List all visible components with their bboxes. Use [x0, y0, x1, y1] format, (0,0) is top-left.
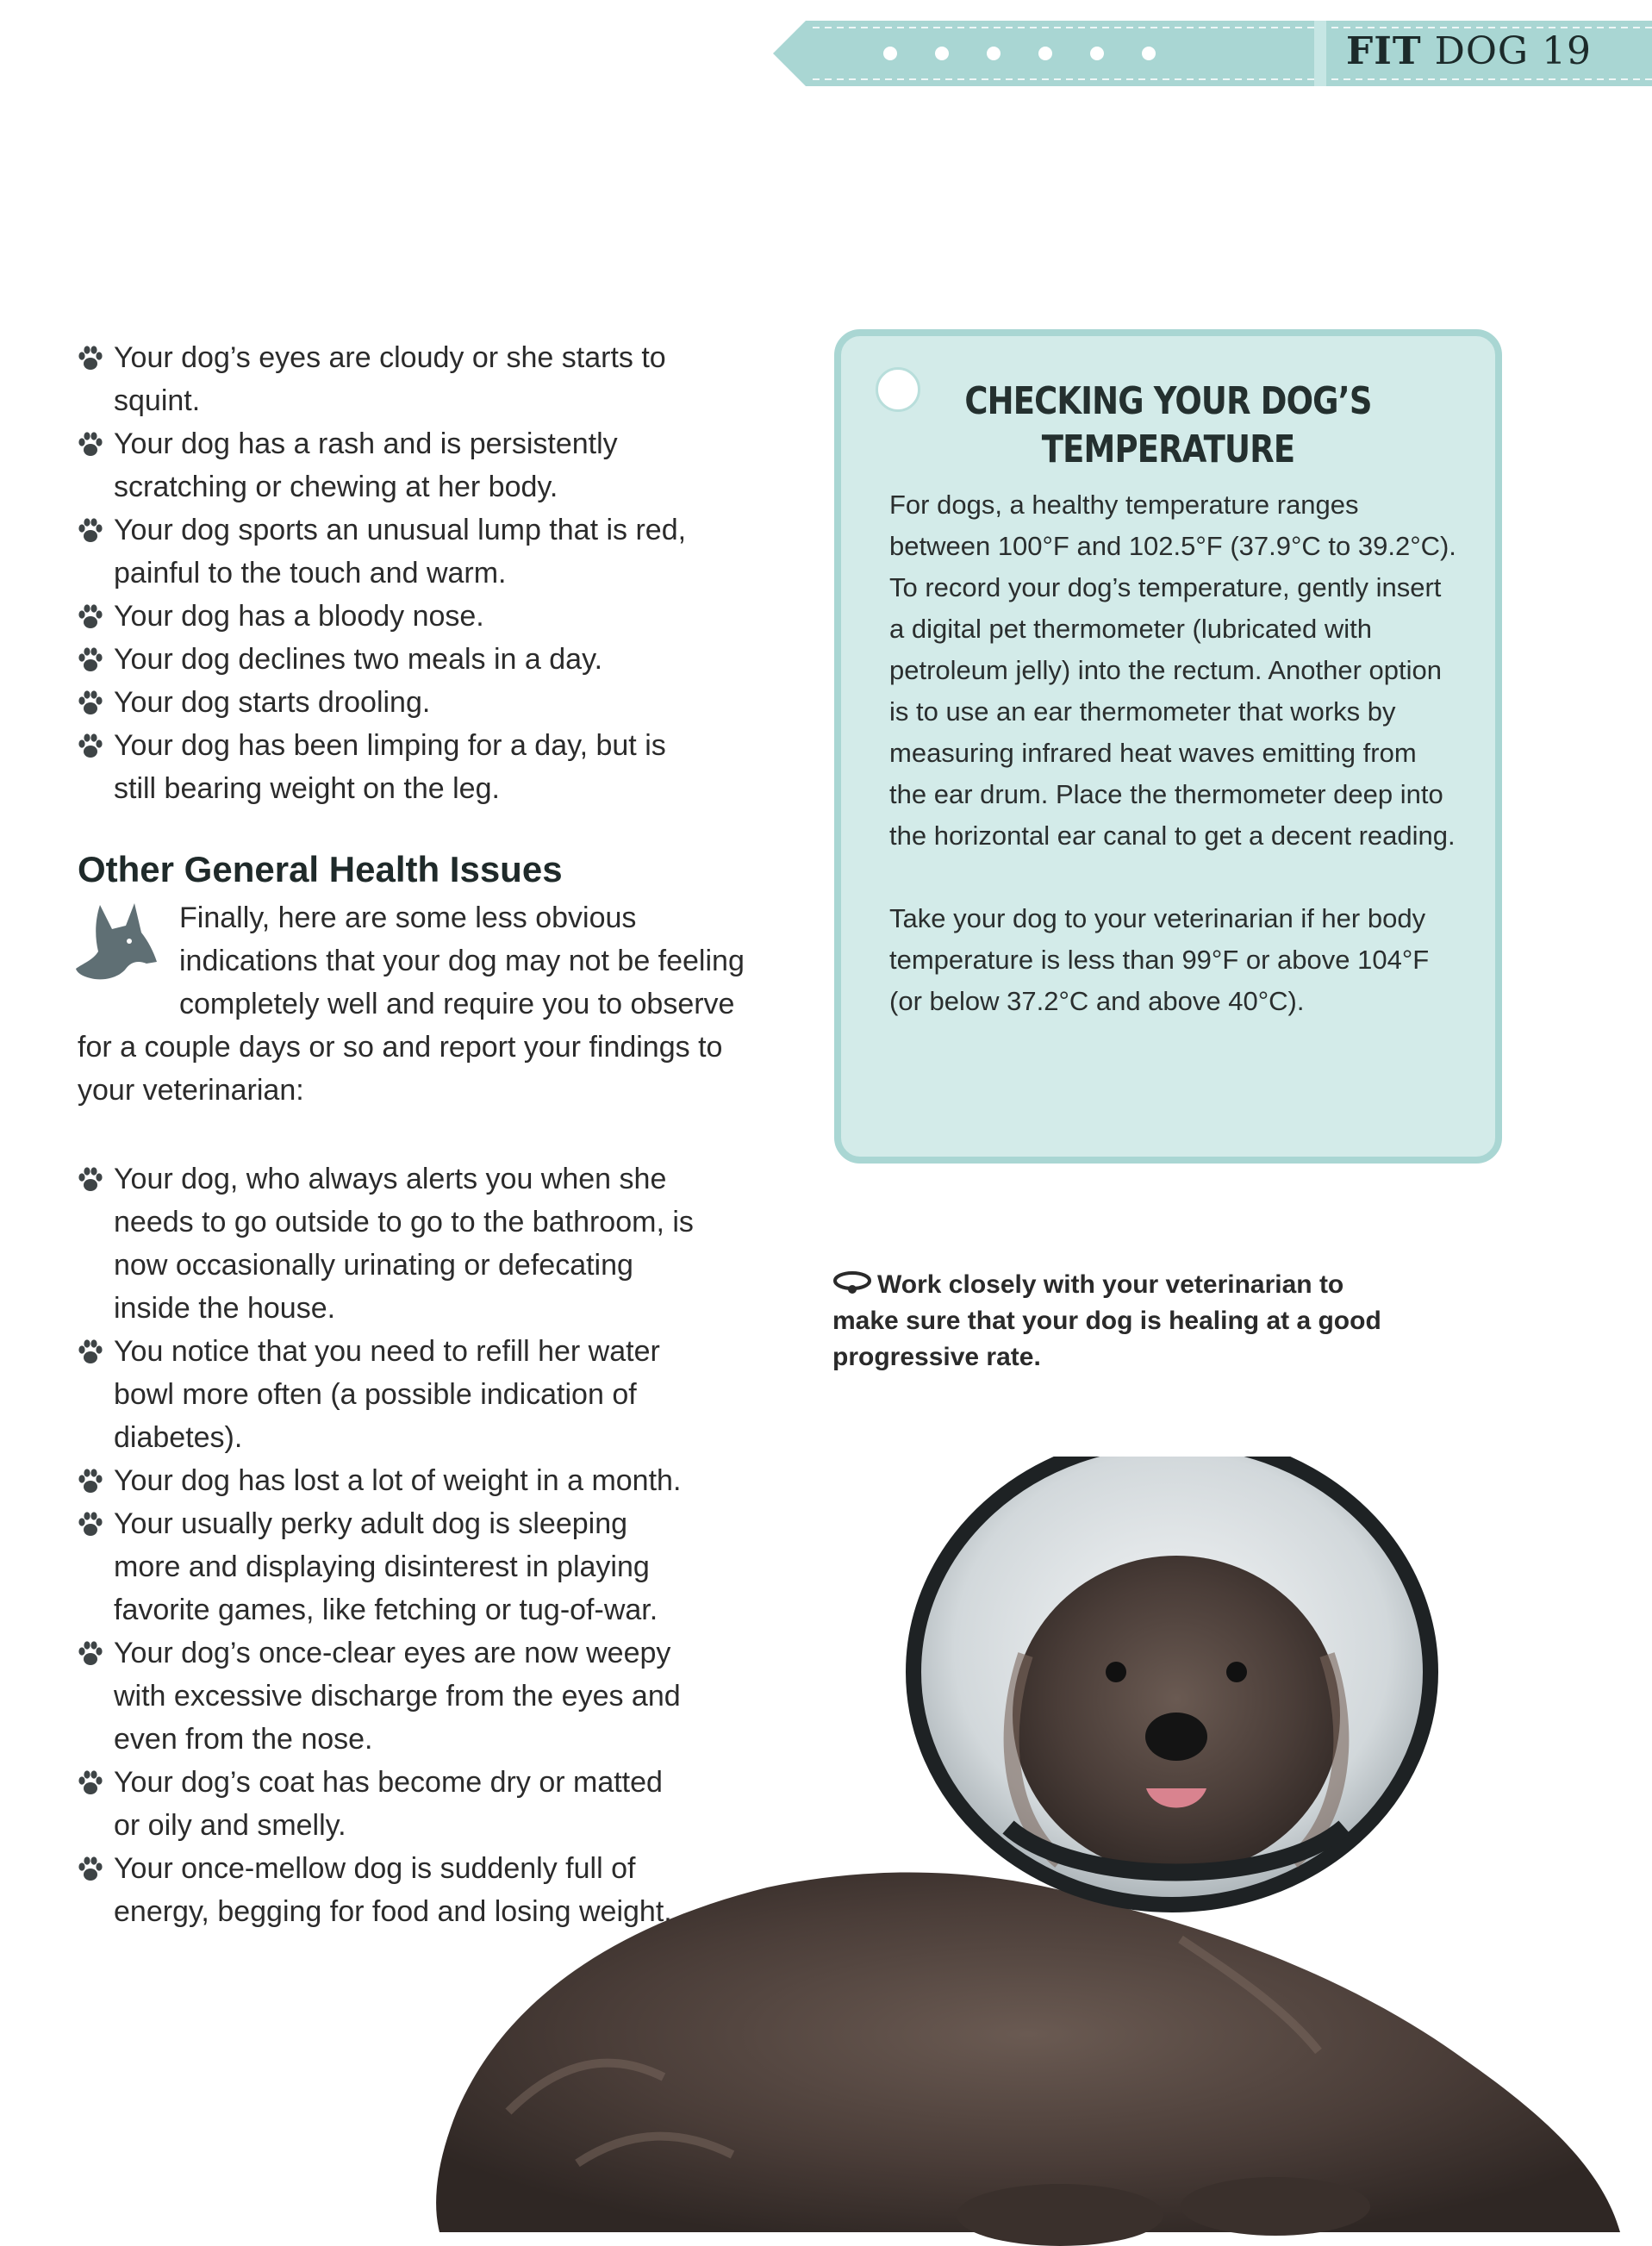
paw-print-icon: [76, 1769, 105, 1798]
list-item-text: Your dog starts drooling.: [114, 686, 431, 719]
running-head-fit: FIT: [1346, 29, 1422, 73]
dog-collar-icon: [832, 1270, 872, 1295]
sidebar-title-line-2: TEMPERATURE: [1041, 427, 1295, 471]
list-item-text: Your dog has lost a lot of weight in a month.: [114, 1464, 682, 1497]
sidebar-body: [889, 484, 1461, 1022]
list-item-text: Your dog, who always alerts you when she needs to go outside to go to the bathroom, is now occasionally urinating or defecating inside the house.: [114, 1163, 694, 1325]
list-item: [76, 1157, 696, 1330]
page-number: 19: [1542, 29, 1593, 73]
photo-caption-text: Work closely with your veterinarian to make sure that your dog is healing at a good progressive rate.: [832, 1270, 1381, 1371]
sidebar-title-line-1: CHECKING YOUR DOG’S: [964, 379, 1372, 423]
list-item-text: Your dog sports an unusual lump that is red, painful to the touch and warm.: [114, 514, 687, 590]
list-item: [76, 681, 696, 724]
running-head: [1346, 29, 1592, 73]
paw-print-icon: [76, 1338, 105, 1367]
list-item: [76, 638, 696, 681]
list-item-text: Your dog’s eyes are cloudy or she starts to squint.: [114, 341, 666, 417]
list-item-text: Your dog declines two meals in a day.: [114, 643, 603, 676]
list-item: [76, 595, 696, 638]
sidebar-paragraph: Take your dog to your veterinarian if her body temperature is less than 99°F or above 104°F (or below 37.2°C and above 40°C).: [889, 903, 1430, 1016]
list-item-text: Your once-mellow dog is suddenly full of energy, begging for food and losing weight.: [114, 1852, 672, 1928]
dog-with-cone-photo: [405, 1457, 1652, 2246]
list-item-text: Your dog’s once-clear eyes are now weepy with excessive discharge from the eyes and even from the nose.: [114, 1637, 681, 1756]
list-item-text: Your dog has been limping for a day, but is still bearing weight on the leg.: [114, 729, 666, 805]
paw-print-icon: [76, 732, 105, 761]
photo-caption: [832, 1267, 1384, 1376]
paw-print-icon: [76, 1165, 105, 1195]
paw-print-icon: [76, 1639, 105, 1669]
paw-print-icon: [76, 1510, 105, 1539]
section-intro: [78, 896, 758, 1112]
list-item: [76, 422, 696, 508]
section-heading: Other General Health Issues: [78, 849, 563, 889]
list-item: [76, 1330, 696, 1459]
dog-head-icon: [74, 900, 167, 986]
paw-print-icon: [76, 602, 105, 632]
sidebar-title: [908, 377, 1429, 474]
paw-print-icon: [76, 430, 105, 459]
paw-print-icon: [76, 646, 105, 675]
list-item-text: Your dog has a bloody nose.: [114, 600, 484, 633]
symptom-list-urgent: [76, 336, 696, 810]
section-intro-text: Finally, here are some less obvious indications that your dog may not be feeling completely well and require you to observe for a couple days or so and report your findings to your veterinarian:: [78, 902, 745, 1107]
paw-print-icon: [76, 1855, 105, 1884]
running-head-dog: DOG: [1434, 29, 1530, 73]
temperature-sidebar: [834, 329, 1502, 1164]
list-item-text: You notice that you need to refill her water bowl more often (a possible indication of diabetes).: [114, 1335, 660, 1454]
paw-print-icon: [76, 344, 105, 373]
list-item: [76, 508, 696, 595]
list-item-text: Your usually perky adult dog is sleeping more and displaying disinterest in playing favorite games, like fetching or tug-of-war.: [114, 1507, 658, 1626]
list-item: [76, 336, 696, 422]
sidebar-paragraph: For dogs, a healthy temperature ranges between 100°F and 102.5°F (37.9°C to 39.2°C). To record your dog’s temperature, gently insert a digital pet thermometer (lubricated with petroleum jelly) into the rectum. Another option is to use an ear thermometer that works by measuring infrared heat waves emitting from the ear drum. Place the thermometer deep into the horizontal ear canal to get a decent reading.: [889, 490, 1456, 851]
list-item-text: Your dog’s coat has become dry or matted or oily and smelly.: [114, 1766, 663, 1842]
list-item-text: Your dog has a rash and is persistently scratching or chewing at her body.: [114, 427, 618, 503]
paw-print-icon: [76, 1467, 105, 1496]
paw-print-icon: [76, 516, 105, 546]
paw-print-icon: [76, 689, 105, 718]
list-item: [76, 724, 696, 810]
